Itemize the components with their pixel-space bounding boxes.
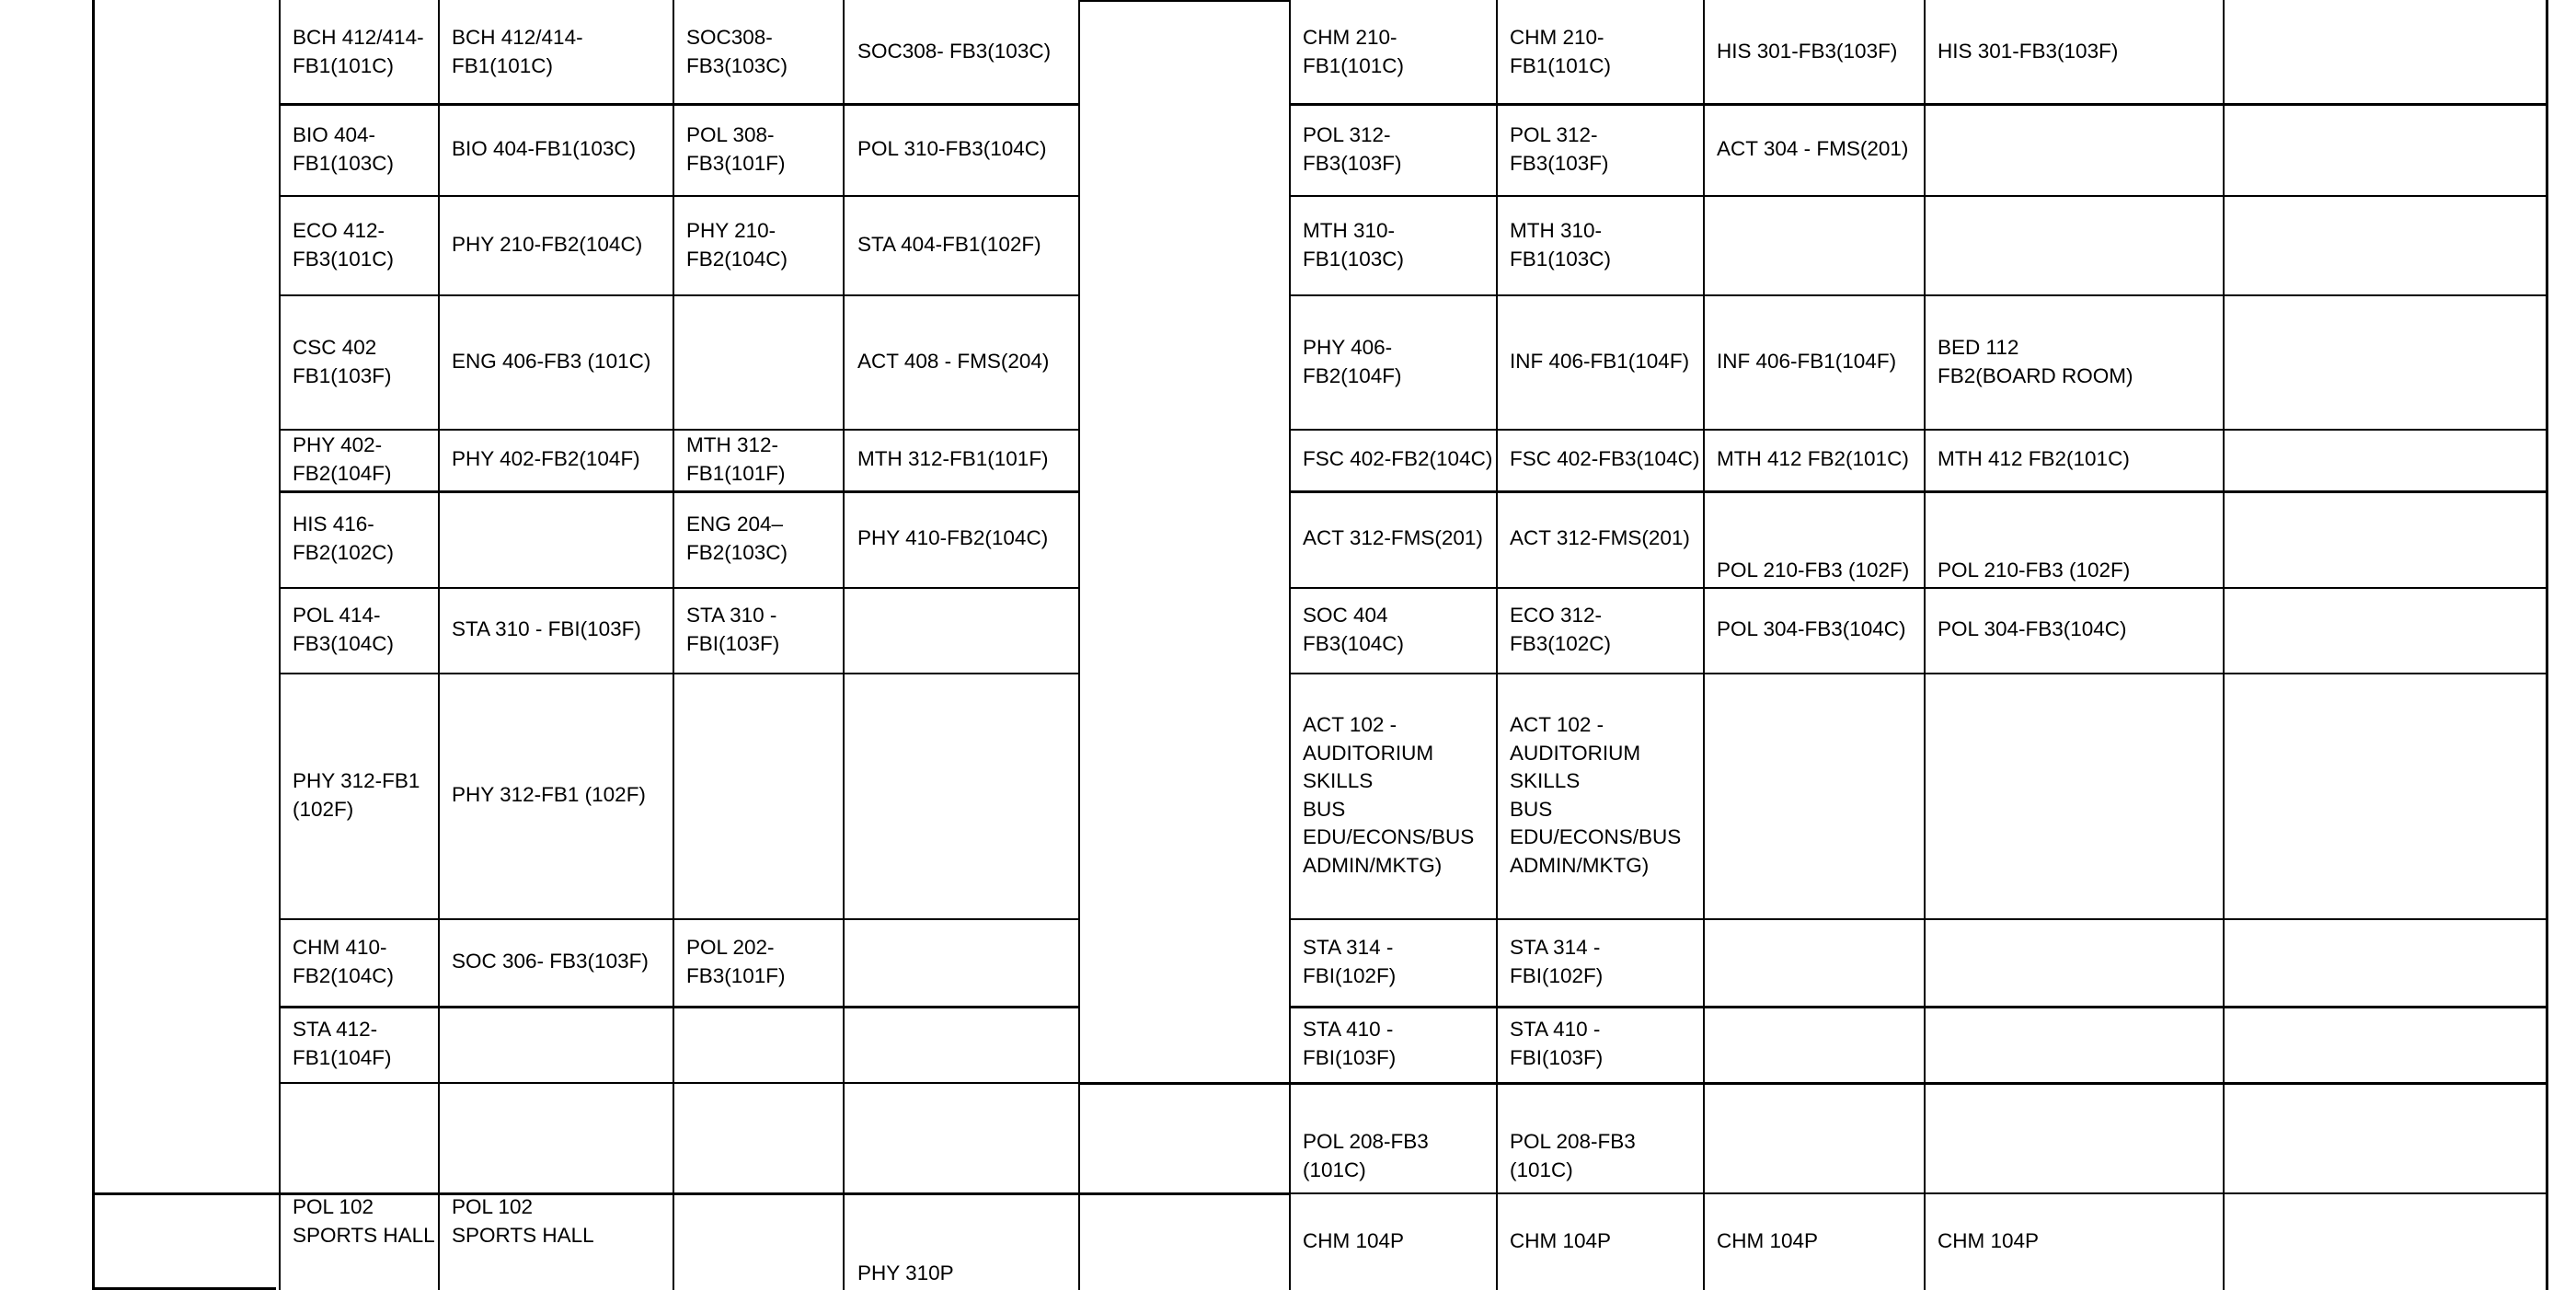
cell-line: SKILLS bbox=[1510, 769, 1581, 792]
timetable-cell bbox=[1938, 1227, 2039, 1256]
timetable-cell bbox=[857, 524, 1048, 553]
cell-line: ECO 412- bbox=[293, 219, 385, 242]
cell-line: MTH 312- bbox=[686, 433, 779, 456]
timetable-cell bbox=[1717, 348, 1896, 376]
cell-line: FBI(103F) bbox=[1303, 1045, 1397, 1069]
cell-line: STA 310 - bbox=[686, 604, 777, 627]
cell-line: FB1(101C) bbox=[452, 53, 554, 77]
grid-line bbox=[2223, 0, 2225, 1290]
cell-line: BED 112 bbox=[1938, 336, 2019, 359]
cell-line: ACT 408 - FMS(204) bbox=[857, 350, 1050, 373]
cell-line: FBI(102F) bbox=[1510, 963, 1604, 987]
grid-line bbox=[279, 294, 1078, 296]
cell-line: STA 410 - bbox=[1510, 1018, 1601, 1041]
timetable-cell bbox=[857, 38, 1051, 66]
cell-line: POL 310-FB3(104C) bbox=[857, 137, 1047, 160]
timetable-cell bbox=[1717, 557, 1909, 585]
timetable-cell bbox=[1717, 445, 1909, 474]
timetable-cell bbox=[686, 511, 788, 567]
cell-line: BIO 404-FB1(103C) bbox=[452, 137, 637, 160]
cell-line: FB2(104C) bbox=[293, 963, 395, 987]
cell-line: FB1(103C) bbox=[1510, 247, 1612, 271]
grid-line bbox=[279, 918, 1078, 920]
grid-line bbox=[1289, 587, 2547, 589]
cell-line: MTH 310- bbox=[1303, 219, 1396, 242]
cell-line: STA 310 - FBI(103F) bbox=[452, 617, 641, 640]
timetable-cell bbox=[452, 348, 650, 376]
grid-line bbox=[1703, 0, 1705, 1290]
cell-line: SPORTS HALL bbox=[452, 1223, 594, 1247]
timetable-cell bbox=[1510, 1016, 1603, 1072]
timetable-cell bbox=[293, 511, 394, 567]
timetable-cell bbox=[1510, 121, 1609, 178]
timetable-cell bbox=[452, 445, 640, 474]
timetable-cell bbox=[293, 767, 420, 824]
cell-line: STA 314 - bbox=[1510, 936, 1601, 959]
cell-line: (101C) bbox=[1510, 1158, 1573, 1181]
cell-line: FB2(102C) bbox=[293, 540, 395, 564]
timetable-cell bbox=[293, 1016, 392, 1072]
timetable-cell bbox=[452, 781, 646, 810]
cell-line: CHM 104P bbox=[1717, 1229, 1819, 1252]
timetable-cell bbox=[1303, 934, 1396, 990]
cell-line: (102F) bbox=[293, 797, 354, 821]
cell-line: PHY 406- bbox=[1303, 336, 1393, 359]
cell-line: FB2(BOARD ROOM) bbox=[1938, 363, 2133, 387]
grid-line bbox=[1924, 0, 1926, 1290]
cell-line: POL 208-FB3 bbox=[1303, 1130, 1429, 1153]
timetable-cell bbox=[293, 121, 394, 178]
cell-line: FB3(102C) bbox=[1510, 631, 1612, 655]
timetable-cell bbox=[857, 348, 1049, 376]
cell-line: ACT 102 - bbox=[1303, 713, 1397, 736]
timetable-cell bbox=[1303, 24, 1404, 80]
cell-line: HIS 416- bbox=[293, 513, 374, 536]
timetable-cell bbox=[1303, 1128, 1429, 1184]
cell-line: MTH 312-FB1(101F) bbox=[857, 447, 1049, 470]
timetable-cell bbox=[1510, 24, 1611, 80]
cell-line: POL 312- bbox=[1510, 123, 1598, 146]
timetable-cell bbox=[293, 24, 424, 80]
cell-line: POL 210-FB3 (102F) bbox=[1717, 559, 1910, 582]
grid-line bbox=[279, 1082, 1078, 1084]
cell-line: BCH 412/414- bbox=[293, 26, 424, 49]
grid-line bbox=[673, 0, 674, 1290]
cell-line: FB2(104F) bbox=[1303, 363, 1402, 387]
cell-line: ADMIN/MKTG) bbox=[1303, 853, 1443, 877]
timetable-cell bbox=[452, 135, 636, 164]
cell-line: ECO 312- bbox=[1510, 604, 1603, 627]
cell-line: FBI(103F) bbox=[686, 631, 780, 655]
cell-line: ENG 406-FB3 (101C) bbox=[452, 350, 651, 373]
grid-line bbox=[1289, 294, 2547, 296]
timetable-cell bbox=[1938, 334, 2133, 390]
grid-line bbox=[279, 429, 1078, 431]
cell-line: BUS bbox=[1510, 797, 1553, 821]
grid-line bbox=[1289, 429, 2547, 431]
grid-line bbox=[1289, 1192, 2547, 1194]
timetable-cell bbox=[452, 948, 649, 976]
grid-line bbox=[1289, 0, 1291, 1290]
timetable-cell bbox=[686, 602, 779, 658]
cell-line: MTH 310- bbox=[1510, 219, 1603, 242]
timetable-cell bbox=[452, 1193, 594, 1250]
cell-line: FB3(103C) bbox=[686, 53, 788, 77]
timetable-cell bbox=[293, 1193, 435, 1250]
timetable-cell bbox=[1717, 1227, 1818, 1256]
timetable-cell bbox=[686, 24, 788, 80]
cell-line: ACT 304 - FMS(201) bbox=[1717, 137, 1909, 160]
timetable-cell bbox=[857, 1260, 954, 1288]
cell-line: MTH 412 FB2(101C) bbox=[1717, 447, 1909, 470]
timetable-cell bbox=[293, 602, 394, 658]
timetable-cell bbox=[686, 121, 786, 178]
cell-line: BIO 404- bbox=[293, 123, 376, 146]
timetable-cell bbox=[1510, 348, 1689, 376]
cell-line: FB1(103C) bbox=[293, 151, 395, 175]
timetable-cell bbox=[293, 217, 394, 273]
timetable-cell bbox=[452, 24, 583, 80]
timetable-cell bbox=[1303, 711, 1474, 880]
cell-line: HIS 301-FB3(103F) bbox=[1717, 40, 1898, 63]
cell-line: PHY 402-FB2(104F) bbox=[452, 447, 640, 470]
grid-line bbox=[279, 673, 1078, 674]
timetable-cell bbox=[1510, 1227, 1611, 1256]
grid-line bbox=[1078, 1082, 1289, 1085]
timetable-cell bbox=[293, 432, 392, 488]
grid-line bbox=[279, 195, 1078, 197]
grid-line bbox=[1289, 1006, 2547, 1008]
grid-line bbox=[1289, 1082, 2547, 1085]
timetable-cell bbox=[1938, 557, 2130, 585]
cell-line: PHY 312-FB1 bbox=[293, 769, 420, 792]
timetable-cell bbox=[1510, 934, 1603, 990]
grid-line bbox=[279, 0, 281, 1290]
cell-line: HIS 301-FB3(103F) bbox=[1938, 40, 2119, 63]
cell-line: STA 410 - bbox=[1303, 1018, 1394, 1041]
timetable-cell bbox=[857, 135, 1047, 164]
grid-line bbox=[1496, 0, 1498, 1290]
timetable-cell bbox=[1510, 602, 1611, 658]
timetable-cell bbox=[857, 445, 1049, 474]
grid-line bbox=[279, 103, 1078, 106]
grid-line bbox=[92, 0, 95, 1290]
grid-line bbox=[1289, 195, 2547, 197]
timetable-cell bbox=[1303, 121, 1402, 178]
timetable-cell bbox=[1938, 38, 2118, 66]
cell-line: FB3(103F) bbox=[1303, 151, 1402, 175]
cell-line: FB3(101C) bbox=[293, 247, 395, 271]
cell-line: POL 102 bbox=[293, 1195, 374, 1218]
timetable-cell bbox=[1717, 616, 1906, 644]
grid-line bbox=[279, 1006, 1078, 1008]
cell-line: CHM 104P bbox=[1303, 1229, 1405, 1252]
cell-line: INF 406-FB1(104F) bbox=[1510, 350, 1690, 373]
cell-line: BUS bbox=[1303, 797, 1346, 821]
grid-line bbox=[2546, 0, 2548, 1290]
cell-line: EDU/ECONS/BUS bbox=[1303, 825, 1475, 848]
cell-line: STA 314 - bbox=[1303, 936, 1394, 959]
timetable-cell bbox=[1303, 524, 1483, 553]
timetable-cell bbox=[1510, 711, 1681, 880]
timetable-cell bbox=[1510, 445, 1699, 474]
cell-line: FB2(104C) bbox=[686, 247, 788, 271]
grid-line bbox=[843, 0, 845, 1290]
cell-line: PHY 410-FB2(104C) bbox=[857, 526, 1049, 549]
cell-line: FB1(101C) bbox=[1303, 53, 1405, 77]
cell-line: CHM 210- bbox=[1303, 26, 1397, 49]
cell-line: ACT 102 - bbox=[1510, 713, 1604, 736]
cell-line: AUDITORIUM bbox=[1510, 741, 1641, 765]
cell-line: FB1(103C) bbox=[1303, 247, 1405, 271]
cell-line: POL 308- bbox=[686, 123, 775, 146]
timetable-cell bbox=[1303, 445, 1492, 474]
cell-line: SOC 306- FB3(103F) bbox=[452, 950, 649, 973]
grid-line bbox=[1078, 0, 1080, 1290]
cell-line: STA 404-FB1(102F) bbox=[857, 233, 1041, 256]
cell-line: PHY 312-FB1 (102F) bbox=[452, 783, 646, 806]
cell-line: SOC308- FB3(103C) bbox=[857, 40, 1052, 63]
timetable-cell bbox=[1717, 38, 1897, 66]
cell-line: CSC 402 bbox=[293, 336, 377, 359]
grid-line bbox=[279, 587, 1078, 589]
cell-line: SKILLS bbox=[1303, 769, 1374, 792]
cell-line: FB1(101F) bbox=[686, 461, 786, 485]
timetable-cell bbox=[1303, 1016, 1396, 1072]
cell-line: AUDITORIUM bbox=[1303, 741, 1434, 765]
cell-line: FB3(103F) bbox=[1510, 151, 1609, 175]
grid-line bbox=[1289, 103, 2547, 106]
cell-line: POL 208-FB3 bbox=[1510, 1130, 1636, 1153]
grid-line bbox=[1289, 490, 2547, 493]
grid-line bbox=[279, 490, 1078, 493]
grid-line bbox=[1289, 918, 2547, 920]
cell-line: SPORTS HALL bbox=[293, 1223, 435, 1247]
cell-line: EDU/ECONS/BUS bbox=[1510, 825, 1682, 848]
cell-line: CHM 410- bbox=[293, 936, 387, 959]
cell-line: FB2(103C) bbox=[686, 540, 788, 564]
cell-line: CHM 104P bbox=[1938, 1229, 2040, 1252]
timetable-cell bbox=[1303, 602, 1404, 658]
cell-line: BCH 412/414- bbox=[452, 26, 583, 49]
cell-line: FBI(103F) bbox=[1510, 1045, 1604, 1069]
cell-line: FB3(101F) bbox=[686, 963, 786, 987]
timetable-cell bbox=[1303, 217, 1404, 273]
timetable-cell bbox=[1510, 217, 1611, 273]
cell-line: FB3(104C) bbox=[1303, 631, 1405, 655]
timetable-cell bbox=[293, 934, 394, 990]
cell-line: FB3(104C) bbox=[293, 631, 395, 655]
cell-line: INF 406-FB1(104F) bbox=[1717, 350, 1897, 373]
grid-line bbox=[1078, 1192, 1289, 1195]
cell-line: FB1(101C) bbox=[293, 53, 395, 77]
cell-line: FSC 402-FB2(104C) bbox=[1303, 447, 1493, 470]
timetable-cell bbox=[1510, 524, 1690, 553]
cell-line: CHM 210- bbox=[1510, 26, 1604, 49]
timetable-cell bbox=[1303, 1227, 1404, 1256]
cell-line: (101C) bbox=[1303, 1158, 1366, 1181]
cell-line: POL 414- bbox=[293, 604, 381, 627]
cell-line: POL 102 bbox=[452, 1195, 533, 1218]
cell-line: POL 304-FB3(104C) bbox=[1717, 617, 1906, 640]
cell-line: PHY 402- bbox=[293, 433, 383, 456]
grid-line bbox=[1078, 0, 1289, 2]
cell-line: PHY 310P bbox=[857, 1261, 954, 1284]
cell-line: STA 412- bbox=[293, 1018, 378, 1041]
cell-line: PHY 210- bbox=[686, 219, 776, 242]
cell-line: PHY 210-FB2(104C) bbox=[452, 233, 643, 256]
cell-line: ACT 312-FMS(201) bbox=[1510, 526, 1690, 549]
cell-line: ACT 312-FMS(201) bbox=[1303, 526, 1483, 549]
cell-line: FBI(102F) bbox=[1303, 963, 1397, 987]
timetable-cell bbox=[452, 231, 642, 259]
cell-line: FB2(104F) bbox=[293, 461, 392, 485]
timetable-cell bbox=[1938, 445, 2130, 474]
timetable-cell bbox=[857, 231, 1041, 259]
timetable-cell bbox=[686, 217, 788, 273]
cell-line: SOC308- bbox=[686, 26, 773, 49]
cell-line: ENG 204– bbox=[686, 513, 784, 536]
cell-line: POL 202- bbox=[686, 936, 775, 959]
timetable-cell bbox=[1510, 1128, 1636, 1184]
cell-line: ADMIN/MKTG) bbox=[1510, 853, 1650, 877]
cell-line: POL 312- bbox=[1303, 123, 1391, 146]
timetable-cell bbox=[1938, 616, 2127, 644]
cell-line: FB1(103F) bbox=[293, 363, 392, 387]
cell-line: MTH 412 FB2(101C) bbox=[1938, 447, 2130, 470]
timetable-cell bbox=[686, 934, 786, 990]
cell-line: FB1(104F) bbox=[293, 1045, 392, 1069]
cell-line: FB1(101C) bbox=[1510, 53, 1612, 77]
cell-line: SOC 404 bbox=[1303, 604, 1388, 627]
timetable-cell bbox=[686, 432, 786, 488]
timetable-cell bbox=[293, 334, 392, 390]
timetable-cell bbox=[1717, 135, 1908, 164]
cell-line: CHM 104P bbox=[1510, 1229, 1612, 1252]
cell-line: POL 210-FB3 (102F) bbox=[1938, 559, 2131, 582]
cell-line: FSC 402-FB3(104C) bbox=[1510, 447, 1700, 470]
timetable-cell bbox=[1303, 334, 1402, 390]
grid-line bbox=[1289, 673, 2547, 674]
timetable-cell bbox=[452, 616, 641, 644]
grid-line bbox=[438, 0, 440, 1290]
cell-line: FB3(101F) bbox=[686, 151, 786, 175]
cell-line: POL 304-FB3(104C) bbox=[1938, 617, 2127, 640]
